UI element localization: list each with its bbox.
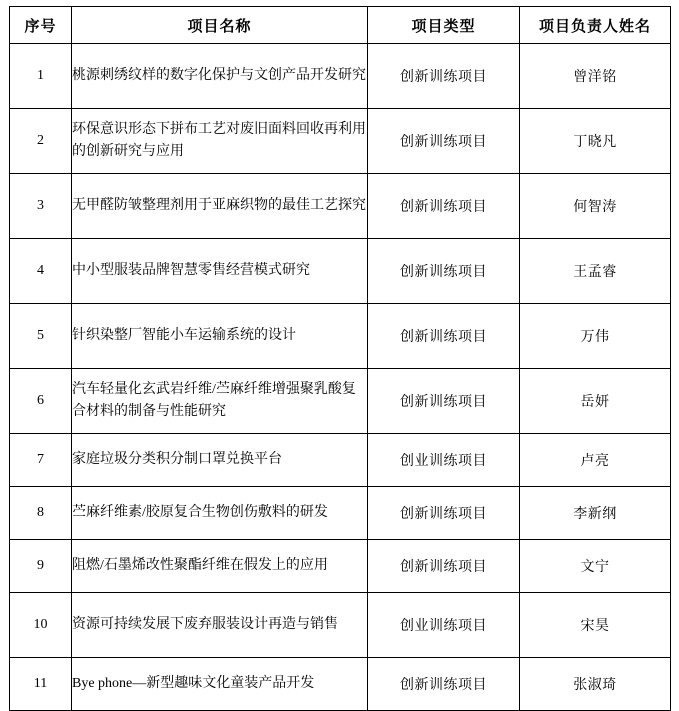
column-header-type: 项目类型 — [368, 7, 520, 44]
table-row — [10, 239, 671, 304]
cell-no: 3 — [10, 174, 72, 239]
cell-project-name: 中小型服装品牌智慧零售经营模式研究 — [72, 239, 368, 304]
cell-project-name: 阻燃/石墨烯改性聚酯纤维在假发上的应用 — [72, 540, 368, 593]
project-list-table — [9, 6, 671, 711]
cell-project-type: 创新训练项目 — [368, 369, 520, 434]
cell-project-type: 创业训练项目 — [368, 434, 520, 487]
cell-project-owner: 万伟 — [520, 304, 671, 369]
cell-project-type: 创业训练项目 — [368, 593, 520, 658]
table-row — [10, 369, 671, 434]
cell-project-type: 创新训练项目 — [368, 174, 520, 239]
cell-project-name: 环保意识形态下拼布工艺对废旧面料回收再利用的创新研究与应用 — [72, 109, 368, 174]
cell-no: 8 — [10, 487, 72, 540]
cell-no: 5 — [10, 304, 72, 369]
table-row — [10, 434, 671, 487]
cell-project-name: 苎麻纤维素/胶原复合生物创伤敷料的研发 — [72, 487, 368, 540]
cell-project-type: 创新训练项目 — [368, 304, 520, 369]
table-row — [10, 109, 671, 174]
cell-project-owner: 曾洋铭 — [520, 44, 671, 109]
cell-project-owner: 文宁 — [520, 540, 671, 593]
table-header-row — [10, 7, 671, 44]
cell-no: 4 — [10, 239, 72, 304]
cell-project-name: 桃源刺绣纹样的数字化保护与文创产品开发研究 — [72, 44, 368, 109]
cell-no: 9 — [10, 540, 72, 593]
cell-no: 7 — [10, 434, 72, 487]
cell-project-owner: 王孟睿 — [520, 239, 671, 304]
cell-project-owner: 宋昊 — [520, 593, 671, 658]
table-row — [10, 44, 671, 109]
cell-project-name: 汽车轻量化玄武岩纤维/苎麻纤维增强聚乳酸复合材料的制备与性能研究 — [72, 369, 368, 434]
table-row — [10, 174, 671, 239]
column-header-name: 项目名称 — [72, 7, 368, 44]
cell-project-owner: 李新纲 — [520, 487, 671, 540]
table-row — [10, 487, 671, 540]
cell-project-name: 针织染整厂智能小车运输系统的设计 — [72, 304, 368, 369]
cell-no: 2 — [10, 109, 72, 174]
cell-no: 10 — [10, 593, 72, 658]
table-row — [10, 304, 671, 369]
table-row — [10, 593, 671, 658]
cell-project-owner: 卢亮 — [520, 434, 671, 487]
cell-project-name: 家庭垃圾分类积分制口罩兑换平台 — [72, 434, 368, 487]
cell-project-type: 创新训练项目 — [368, 487, 520, 540]
table-row — [10, 658, 671, 711]
cell-no: 11 — [10, 658, 72, 711]
cell-project-owner: 丁晓凡 — [520, 109, 671, 174]
column-header-no: 序号 — [10, 7, 72, 44]
cell-project-name: 资源可持续发展下废弃服装设计再造与销售 — [72, 593, 368, 658]
column-header-owner: 项目负责人姓名 — [520, 7, 671, 44]
cell-project-name: 无甲醛防皱整理剂用于亚麻织物的最佳工艺探究 — [72, 174, 368, 239]
cell-project-owner: 岳妍 — [520, 369, 671, 434]
cell-project-owner: 何智涛 — [520, 174, 671, 239]
cell-project-type: 创新训练项目 — [368, 540, 520, 593]
table-row — [10, 540, 671, 593]
cell-no: 1 — [10, 44, 72, 109]
cell-project-type: 创新训练项目 — [368, 44, 520, 109]
cell-project-type: 创新训练项目 — [368, 658, 520, 711]
cell-no: 6 — [10, 369, 72, 434]
cell-project-type: 创新训练项目 — [368, 109, 520, 174]
cell-project-name: Bye phone—新型趣味文化童装产品开发 — [72, 658, 368, 711]
cell-project-owner: 张淑琦 — [520, 658, 671, 711]
cell-project-type: 创新训练项目 — [368, 239, 520, 304]
